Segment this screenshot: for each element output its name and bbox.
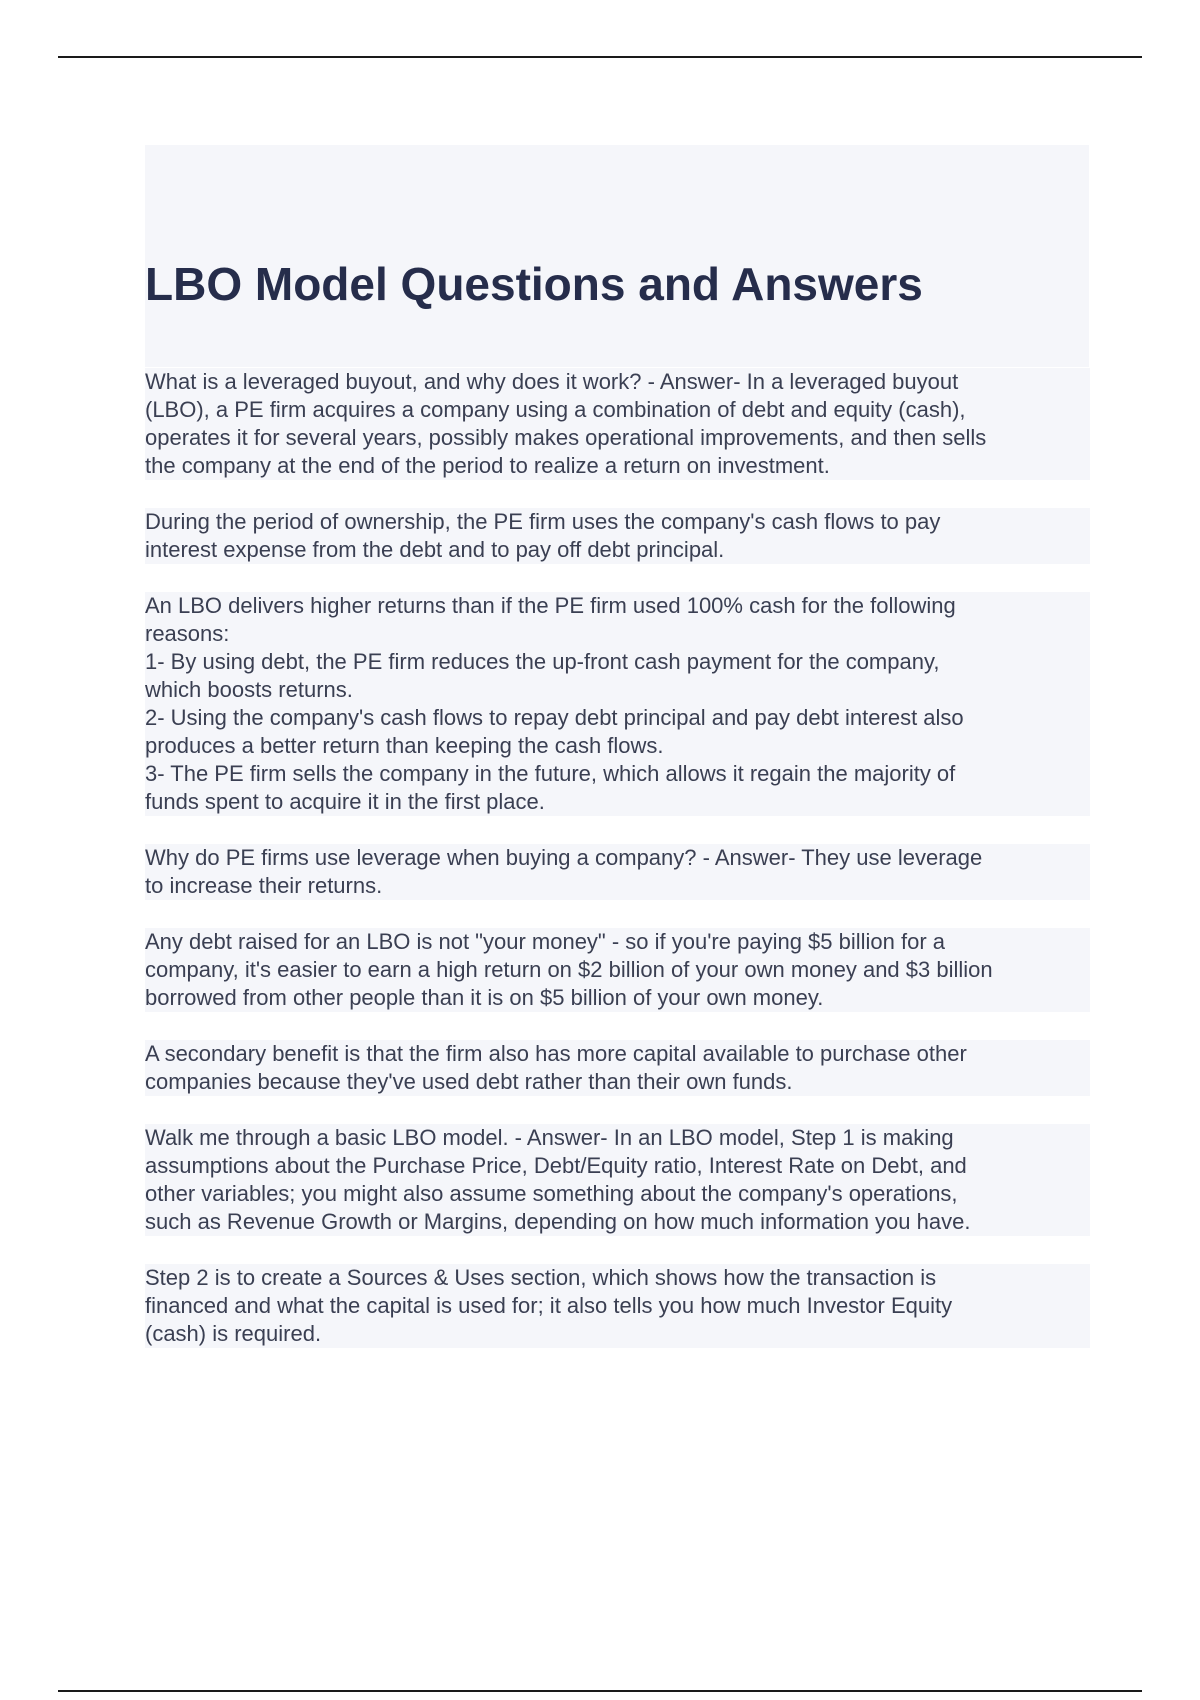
text-line: interest expense from the debt and to pay off debt principal.: [145, 536, 1090, 564]
text-line: the company at the end of the period to realize a return on investment.: [145, 452, 1090, 480]
list-item-line: 2- Using the company's cash flows to repay debt principal and pay debt interest also: [145, 704, 1090, 732]
list-item-line: produces a better return than keeping the cash flows.: [145, 732, 1090, 760]
paragraph: [145, 368, 1090, 480]
text-line: operates it for several years, possibly makes operational improvements, and then sells: [145, 424, 1090, 452]
text-line: An LBO delivers higher returns than if the PE firm used 100% cash for the following: [145, 592, 1090, 620]
list-item-line: 3- The PE firm sells the company in the future, which allows it regain the majority of: [145, 760, 1090, 788]
top-rule: [58, 56, 1142, 58]
text-line: other variables; you might also assume something about the company's operations,: [145, 1180, 1090, 1208]
bottom-rule: [58, 1690, 1142, 1692]
list-item-line: funds spent to acquire it in the first place.: [145, 788, 1090, 816]
list-item-line: 1- By using debt, the PE firm reduces the up-front cash payment for the company,: [145, 648, 1090, 676]
text-line: Why do PE firms use leverage when buying a company? - Answer- They use leverage: [145, 844, 1090, 872]
text-line: borrowed from other people than it is on $5 billion of your own money.: [145, 984, 1090, 1012]
paragraph: [145, 1124, 1090, 1236]
paragraph: [145, 508, 1090, 564]
paragraph: [145, 592, 1090, 816]
text-line: (cash) is required.: [145, 1320, 1090, 1348]
text-line: assumptions about the Purchase Price, Debt/Equity ratio, Interest Rate on Debt, and: [145, 1152, 1090, 1180]
text-line: to increase their returns.: [145, 872, 1090, 900]
document-title: LBO Model Questions and Answers: [145, 258, 923, 310]
text-line: company, it's easier to earn a high return on $2 billion of your own money and $3 billion: [145, 956, 1090, 984]
text-line: financed and what the capital is used for; it also tells you how much Investor Equity: [145, 1292, 1090, 1320]
text-line: What is a leveraged buyout, and why does it work? - Answer- In a leveraged buyout: [145, 368, 1090, 396]
text-line: Walk me through a basic LBO model. - Answer- In an LBO model, Step 1 is making: [145, 1124, 1090, 1152]
text-line: reasons:: [145, 620, 1090, 648]
text-line: Any debt raised for an LBO is not "your money" - so if you're paying $5 billion for a: [145, 928, 1090, 956]
document-body: [145, 368, 1090, 1376]
paragraph: [145, 844, 1090, 900]
text-line: (LBO), a PE firm acquires a company using a combination of debt and equity (cash),: [145, 396, 1090, 424]
list-item-line: which boosts returns.: [145, 676, 1090, 704]
paragraph: [145, 1264, 1090, 1348]
text-line: such as Revenue Growth or Margins, depending on how much information you have.: [145, 1208, 1090, 1236]
paragraph: [145, 928, 1090, 1012]
text-line: During the period of ownership, the PE firm uses the company's cash flows to pay: [145, 508, 1090, 536]
text-line: companies because they've used debt rather than their own funds.: [145, 1068, 1090, 1096]
paragraph: [145, 1040, 1090, 1096]
text-line: A secondary benefit is that the firm also has more capital available to purchase other: [145, 1040, 1090, 1068]
text-line: Step 2 is to create a Sources & Uses section, which shows how the transaction is: [145, 1264, 1090, 1292]
